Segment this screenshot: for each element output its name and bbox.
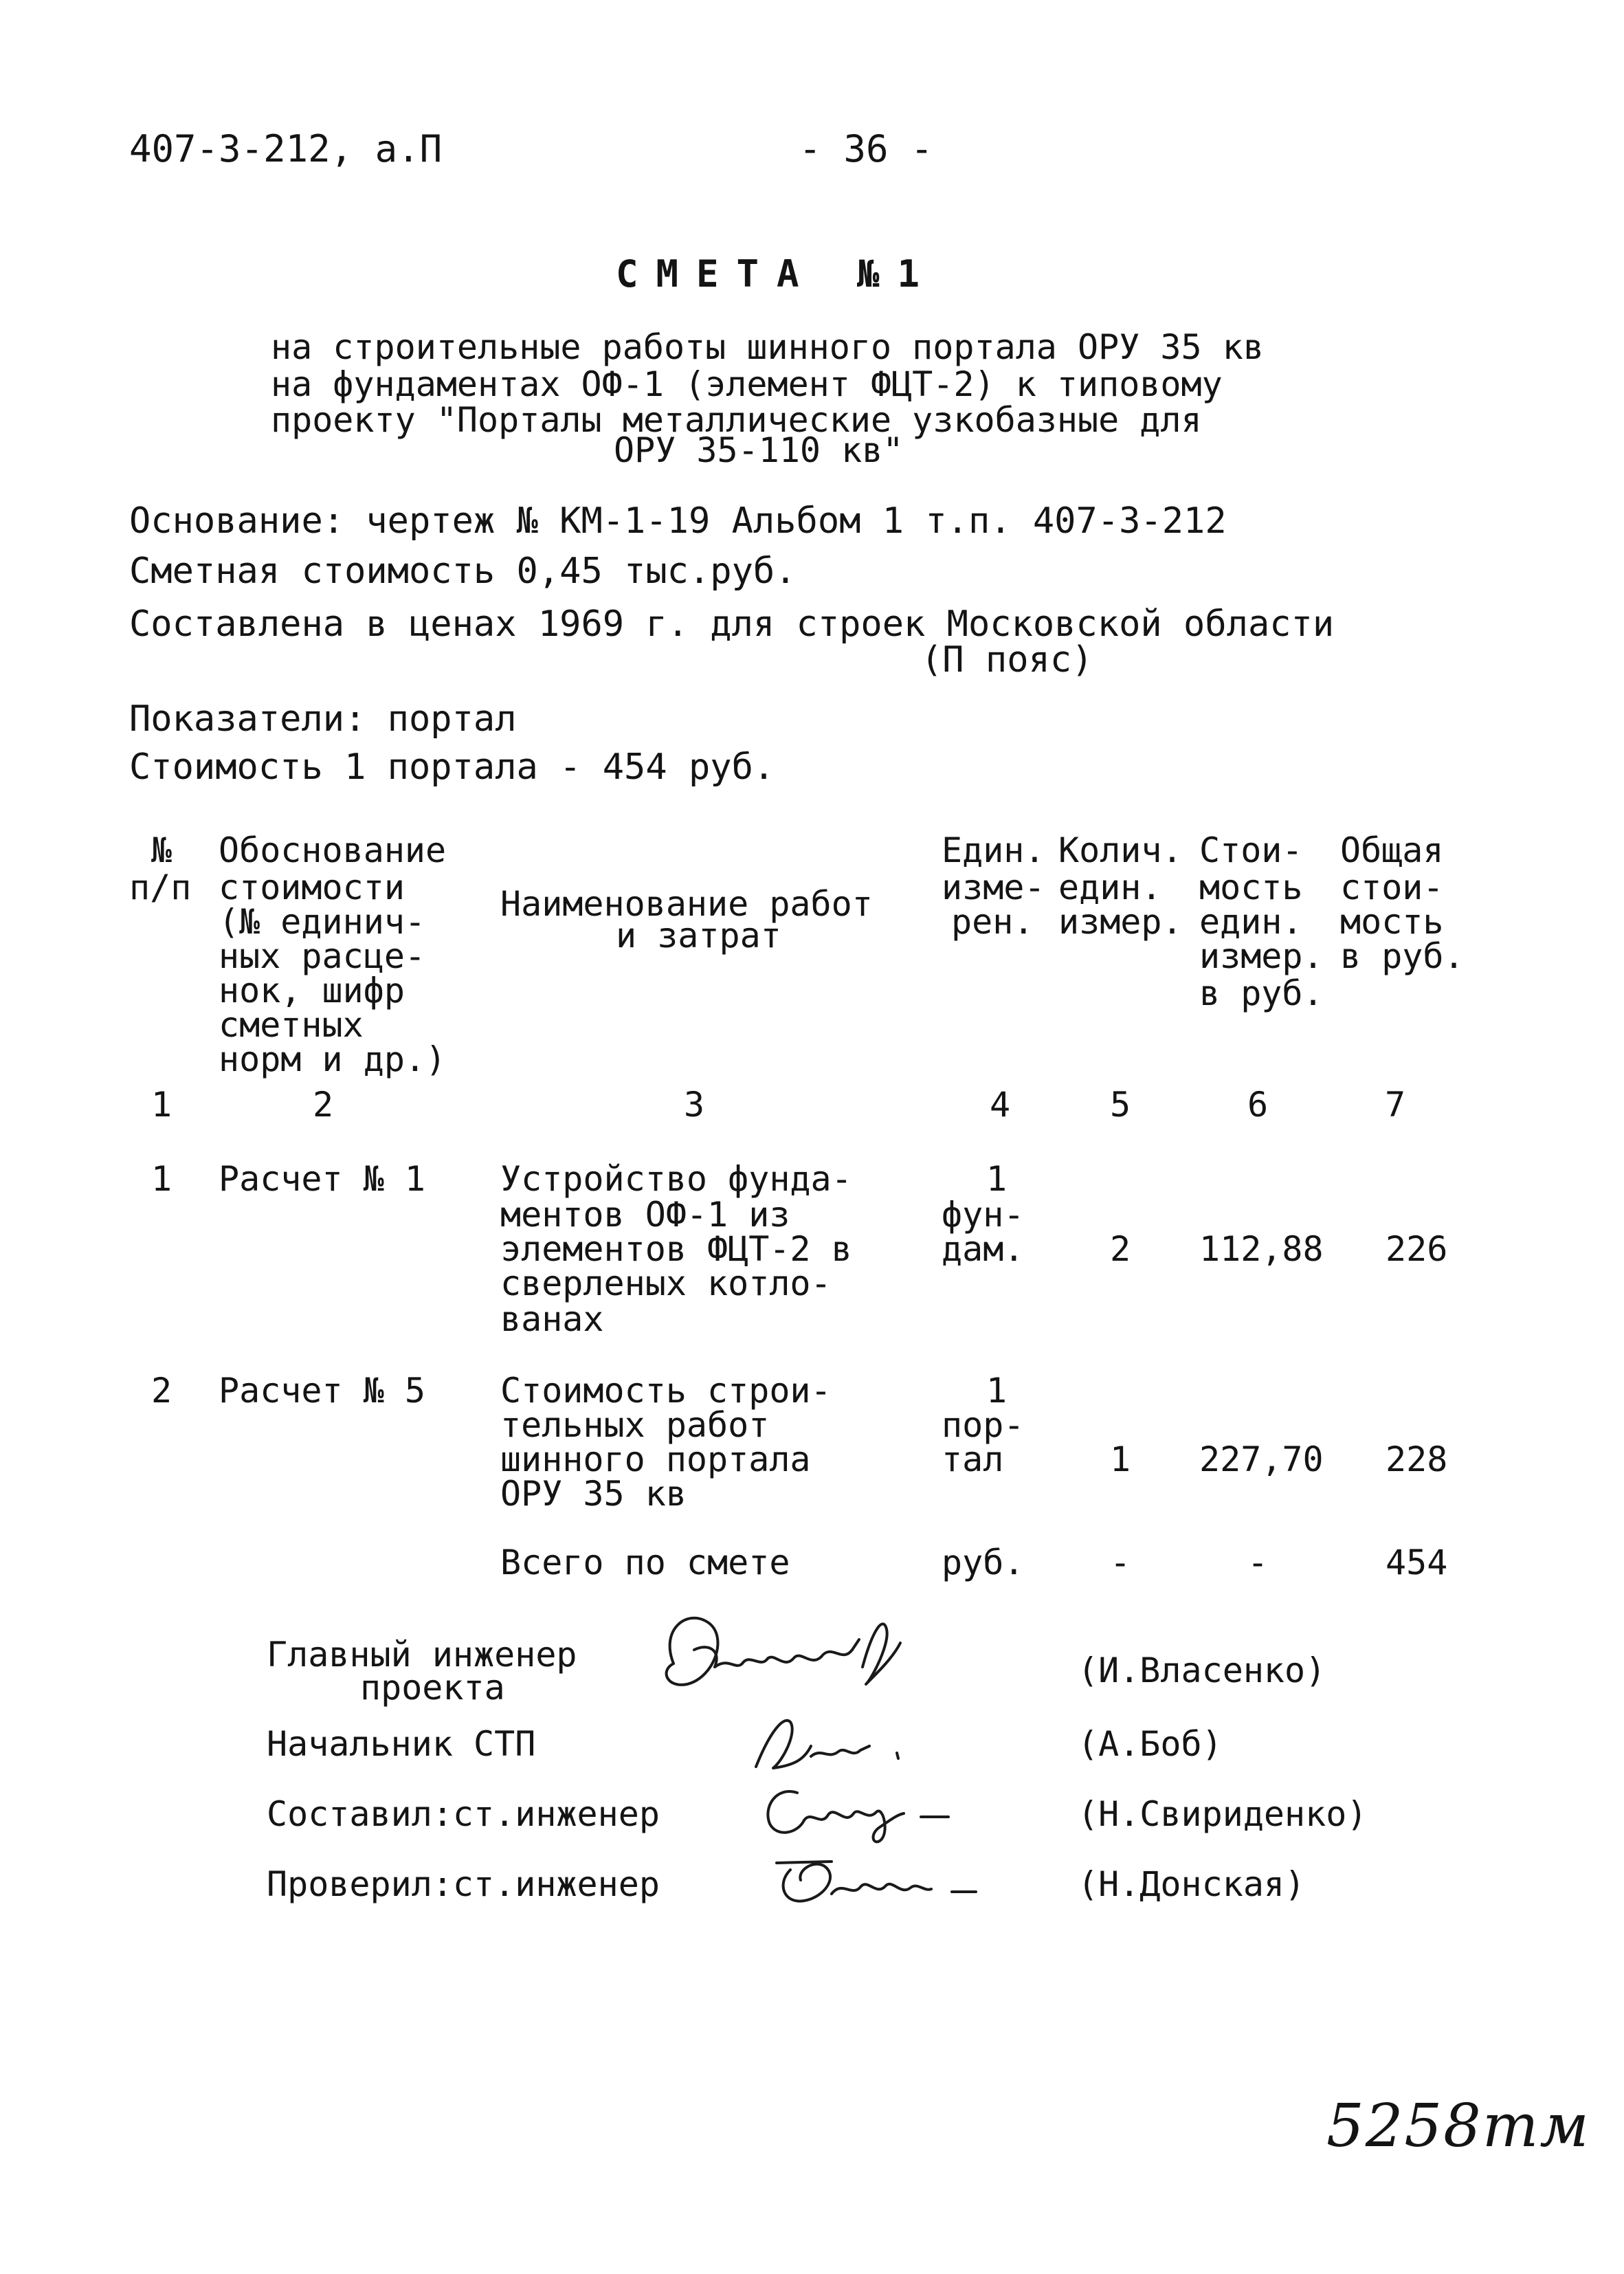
header-cell: измер. <box>1199 936 1324 976</box>
row-unit-price: 227,70 <box>1199 1439 1324 1479</box>
row-unit-line: 1 <box>986 1159 1008 1199</box>
row-total: 228 <box>1386 1439 1448 1479</box>
header-cell: мость <box>1340 902 1444 942</box>
header-cell: № <box>151 830 173 870</box>
header-cell: измер. <box>1058 902 1183 942</box>
row-number: 1 <box>151 1159 173 1199</box>
header-cell: стои- <box>1340 868 1444 907</box>
unit-cost-line: Стоимость 1 портала - 454 руб. <box>129 747 775 788</box>
column-number: 1 <box>151 1085 173 1125</box>
signatory-name: (Н.Донская) <box>1078 1864 1306 1904</box>
signatory-name: (А.Боб) <box>1078 1724 1223 1764</box>
row-quantity: 1 <box>1109 1439 1131 1479</box>
column-number: 7 <box>1384 1085 1406 1125</box>
header-cell: сметных <box>219 1005 364 1045</box>
header-cell: един. <box>1199 902 1303 942</box>
header-cell: Колич. <box>1058 830 1183 870</box>
header-cell: Един. <box>942 830 1045 870</box>
row-quantity: 2 <box>1109 1229 1131 1269</box>
handwritten-signature <box>749 1772 983 1848</box>
estimate-cost-line: Сметная стоимость 0,45 тыс.руб. <box>129 551 797 592</box>
header-cell: Стои- <box>1199 830 1303 870</box>
total-label: Всего по смете <box>500 1543 790 1582</box>
row-name-line: ОРУ 35 кв <box>500 1474 687 1514</box>
column-number: 6 <box>1247 1085 1269 1125</box>
header-cell: Обоснование <box>219 830 447 870</box>
row-name-line: сверленых котло- <box>500 1263 832 1303</box>
total-quantity: - <box>1109 1543 1131 1582</box>
signatory-title: Составил:ст.инженер <box>267 1794 660 1834</box>
row-name-line: шинного портала <box>500 1439 811 1479</box>
header-cell: норм и др.) <box>219 1039 447 1079</box>
header-cell: в руб. <box>1199 973 1324 1013</box>
page-number: - 36 - <box>799 127 933 170</box>
row-unit-line: тал <box>942 1439 1004 1479</box>
header-cell: нок, шифр <box>219 971 405 1011</box>
row-name-line: тельных работ <box>500 1405 770 1445</box>
column-number: 5 <box>1109 1085 1131 1125</box>
row-basis: Расчет № 1 <box>219 1159 426 1199</box>
document-code: 407-3-212, а.П <box>129 127 443 170</box>
row-name-line: ванах <box>500 1299 604 1339</box>
row-number: 2 <box>151 1371 173 1411</box>
header-cell: изме- <box>942 868 1045 907</box>
header-cell: мость <box>1199 868 1303 907</box>
column-number: 4 <box>989 1085 1011 1125</box>
subtitle-line: на фундаментах ОФ-1 (элемент ФЦТ-2) к типовому <box>271 364 1223 404</box>
header-cell: Общая <box>1340 830 1444 870</box>
header-cell: п/п <box>129 868 192 907</box>
signatory-name: (И.Власенко) <box>1078 1651 1326 1690</box>
signatory-title: Начальник СТП <box>267 1724 536 1764</box>
header-cell: стоимости <box>219 868 405 907</box>
row-unit-line: дам. <box>942 1229 1025 1269</box>
row-name-line: ментов ОФ-1 из <box>500 1195 790 1235</box>
row-basis: Расчет № 5 <box>219 1371 426 1411</box>
header-cell: Наименование работ <box>500 884 873 924</box>
header-cell: в руб. <box>1340 936 1465 976</box>
column-number: 3 <box>683 1085 705 1125</box>
prices-line: Составлена в ценах 1969 г. для строек Московской области <box>129 604 1335 645</box>
signatory-title: проекта <box>360 1668 505 1708</box>
signatory-title: Главный инженер <box>267 1635 577 1675</box>
header-cell: (№ единич- <box>219 902 426 942</box>
total-unit-price: - <box>1247 1543 1269 1582</box>
handwritten-signature <box>742 1705 921 1780</box>
subtitle-line: проекту "Порталы металлические узкобазные для <box>271 400 1202 440</box>
header-cell: и затрат <box>616 916 781 956</box>
row-name-line: Устройство фунда- <box>500 1159 852 1199</box>
row-unit-line: фун- <box>942 1195 1025 1235</box>
header-cell: ных расце- <box>219 936 426 976</box>
basis-line: Основание: чертеж № КМ-1-19 Альбом 1 т.п. 407-3-212 <box>129 500 1227 542</box>
header-cell: рен. <box>951 902 1034 942</box>
subtitle-line: ОРУ 35-110 кв" <box>614 430 904 470</box>
signatory-title: Проверил:ст.инженер <box>267 1864 660 1904</box>
price-zone: (П пояс) <box>921 639 1093 681</box>
handwritten-signature <box>749 1842 997 1918</box>
indicators-line: Показатели: портал <box>129 698 517 740</box>
row-unit-price: 112,88 <box>1199 1229 1324 1269</box>
signatory-name: (Н.Свириденко) <box>1078 1794 1368 1834</box>
row-unit-line: пор- <box>942 1405 1025 1445</box>
archive-number: 5258тм <box>1326 2092 1590 2161</box>
row-name-line: Стоимость строи- <box>500 1371 832 1411</box>
row-name-line: элементов ФЦТ-2 в <box>500 1229 852 1269</box>
column-number: 2 <box>312 1085 334 1125</box>
header-cell: един. <box>1058 868 1162 907</box>
document-title: СМЕТА №1 <box>615 252 938 296</box>
row-total: 226 <box>1386 1229 1448 1269</box>
total-unit: руб. <box>942 1543 1025 1582</box>
subtitle-line: на строительные работы шинного портала ОРУ 35 кв <box>271 327 1264 367</box>
row-unit-line: 1 <box>986 1371 1008 1411</box>
total-amount: 454 <box>1386 1543 1448 1582</box>
handwritten-signature <box>646 1602 935 1719</box>
